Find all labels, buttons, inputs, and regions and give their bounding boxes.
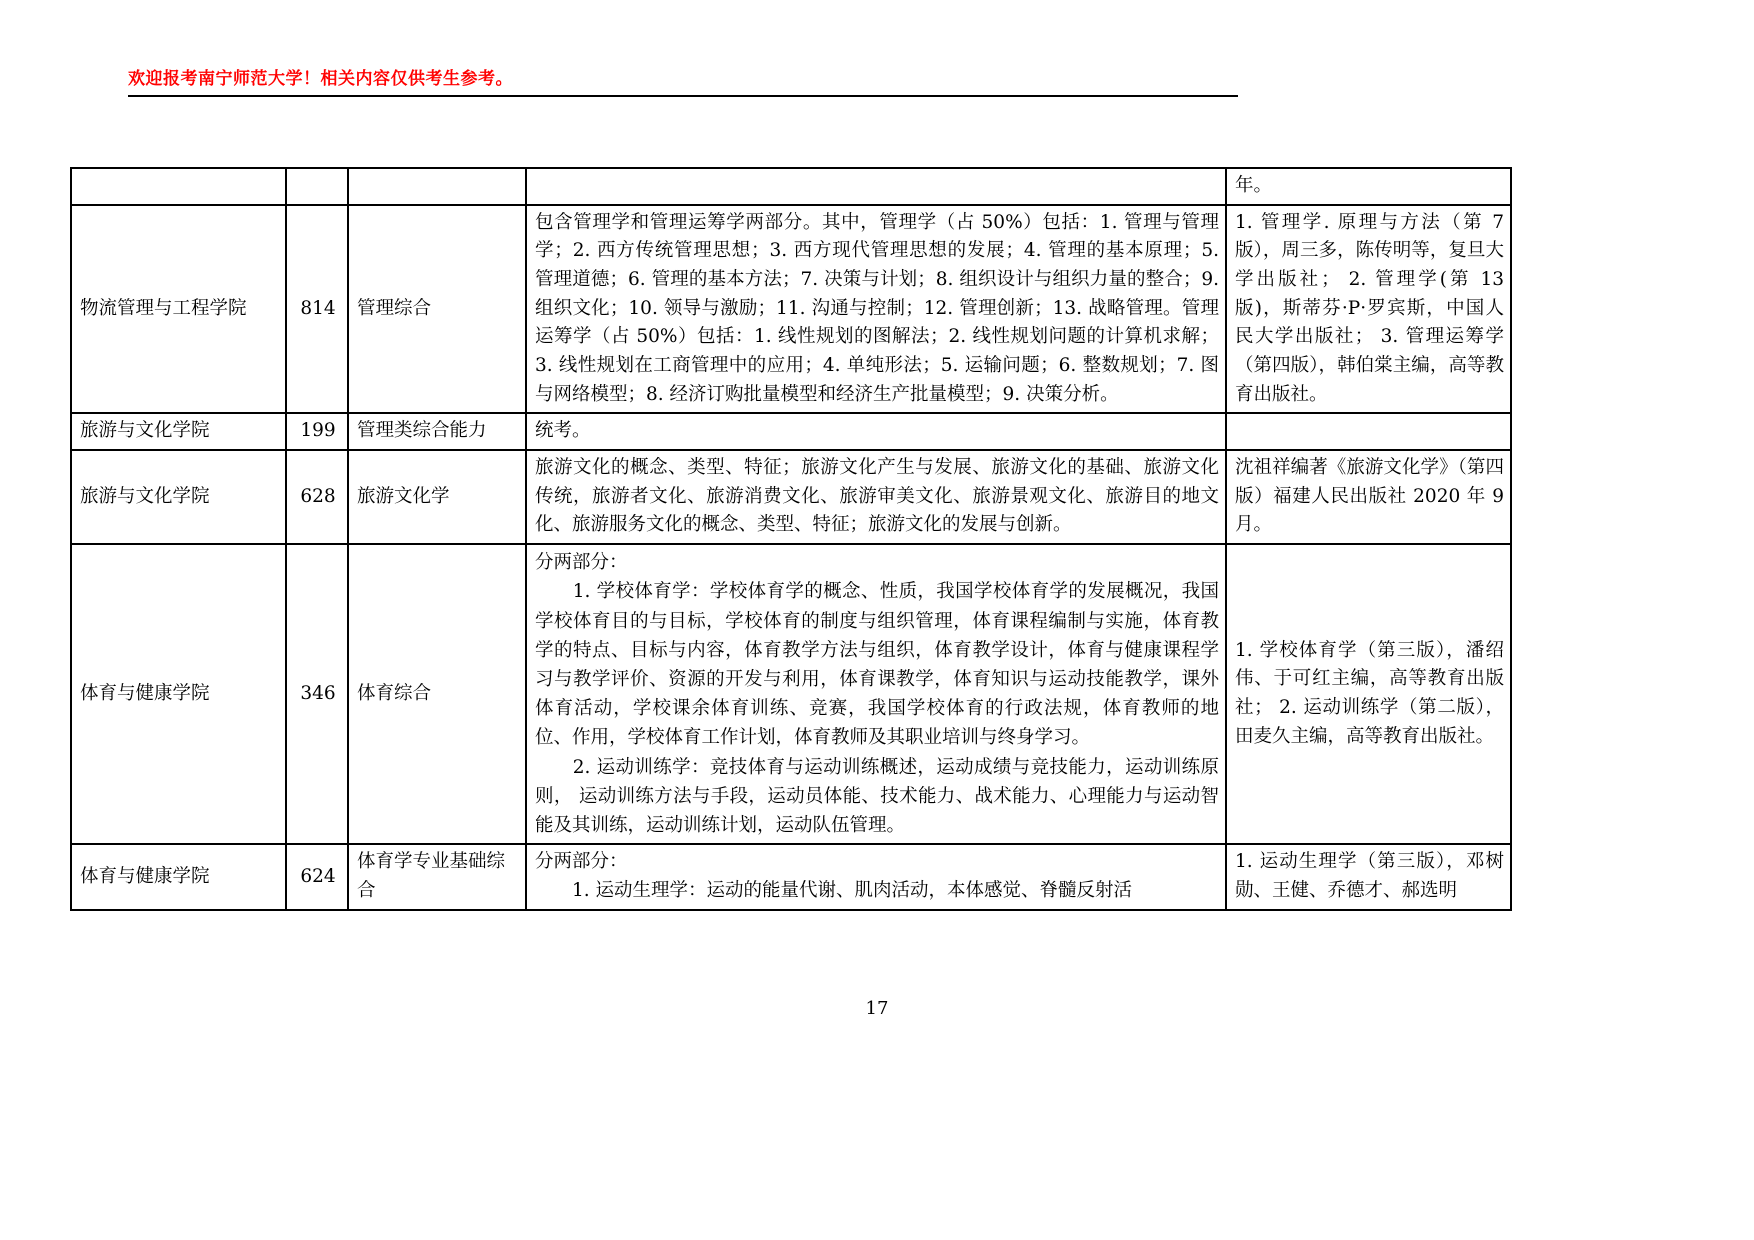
cell-refs: 1. 管理学. 原理与方法（第 7 版），周三多，陈传明等，复旦大学出版社； 2. 管理学(第 13 版)，斯蒂芬·P·罗宾斯，中国人民大学出版社； 3. 管理运筹学（第四版），韩伯棠主编，高等教育出版社。 (1226, 205, 1511, 414)
content-line: 1. 运动生理学：运动的能量代谢、肌肉活动，本体感觉、脊髓反射活 (535, 879, 1133, 901)
table-row (71, 413, 1511, 450)
page-header (128, 68, 1238, 97)
cell-content-continued (526, 168, 1226, 205)
table-row (71, 205, 1511, 414)
cell-subject-continued (348, 168, 526, 205)
page-number: 17 (865, 998, 889, 1019)
cell-content (526, 844, 1226, 909)
cell-refs: 1. 运动生理学（第三版），邓树勋、王健、乔德才、郝选明 (1226, 844, 1511, 909)
cell-subject: 体育学专业基础综合 (348, 844, 526, 909)
cell-subject: 旅游文化学 (348, 450, 526, 544)
cell-college-continued (71, 168, 286, 205)
cell-college: 旅游与文化学院 (71, 450, 286, 544)
cell-subject: 体育综合 (348, 544, 526, 844)
header-divider (128, 95, 1238, 97)
cell-code: 346 (286, 544, 348, 844)
cell-refs-continued: 年。 (1226, 168, 1511, 205)
table-row-continuation (71, 168, 1511, 205)
content-line: 2. 运动训练学：竞技体育与运动训练概述，运动成绩与竞技能力，运动训练原则， 运动训练方法与手段，运动员体能、技术能力、战术能力、心理能力与运动智能及其训练，运动训练计划，运动队伍管理。 (535, 756, 1219, 837)
content-line: 分两部分： (535, 552, 628, 574)
cell-subject: 管理类综合能力 (348, 413, 526, 450)
table-row (71, 844, 1511, 909)
cell-content (526, 544, 1226, 844)
cell-content: 统考。 (526, 413, 1226, 450)
content-line: 1. 学校体育学：学校体育学的概念、性质，我国学校体育学的发展概况，我国学校体育目的与目标，学校体育的制度与组织管理，体育课程编制与实施，体育教学的特点、目标与内容，体育教学方法与组织，体育教学设计，体育与健康课程学习与教学评价、资源的开发与利用，体育课教学，体育知识与运动技能教学，课外体育活动，学校课余体育训练、竞赛，我国学校体育的行政法规，体育教师的地位、作用，学校体育工作计划，体育教师及其职业培训与终身学习。 (535, 581, 1219, 749)
cell-college: 物流管理与工程学院 (71, 205, 286, 414)
cell-content: 旅游文化的概念、类型、特征；旅游文化产生与发展、旅游文化的基础、旅游文化传统，旅游者文化、旅游消费文化、旅游审美文化、旅游景观文化、旅游目的地文化、旅游服务文化的概念、类型、特征；旅游文化的发展与创新。 (526, 450, 1226, 544)
table-row (71, 450, 1511, 544)
cell-college: 体育与健康学院 (71, 844, 286, 909)
cell-refs: 沈祖祥编著《旅游文化学》（第四版）福建人民出版社 2020 年 9 月。 (1226, 450, 1511, 544)
cell-code: 814 (286, 205, 348, 414)
cell-code: 624 (286, 844, 348, 909)
cell-refs (1226, 413, 1511, 450)
cell-subject: 管理综合 (348, 205, 526, 414)
exam-subjects-table-wrapper (70, 167, 1510, 911)
exam-subjects-table (70, 167, 1512, 911)
cell-code-continued (286, 168, 348, 205)
cell-college: 体育与健康学院 (71, 544, 286, 844)
cell-code: 628 (286, 450, 348, 544)
cell-code: 199 (286, 413, 348, 450)
cell-college: 旅游与文化学院 (71, 413, 286, 450)
header-notice-text: 欢迎报考南宁师范大学！相关内容仅供考生参考。 (128, 69, 513, 89)
cell-content: 包含管理学和管理运筹学两部分。其中，管理学（占 50%）包括：1. 管理与管理学；2. 西方传统管理思想；3. 西方现代管理思想的发展；4. 管理的基本原理；5. 管理道德；6. 管理的基本方法；7. 决策与计划；8. 组织设计与组织力量的整合；9. 组织文化；10. 领导与激励；11. 沟通与控制；12. 管理创新；13. 战略管理。管理运筹学（占 50%）包括：1. 线性规划的图解法；2. 线性规划问题的计算机求解；3. 线性规划在工商管理中的应用；4. 单纯形法；5. 运输问题；6. 整数规划；7. 图与网络模型；8. 经济订购批量模型和经济生产批量模型；9. 决策分析。 (526, 205, 1226, 414)
table-row (71, 544, 1511, 844)
cell-refs: 1. 学校体育学（第三版），潘绍伟、于可红主编，高等教育出版社； 2. 运动训练学（第二版），田麦久主编，高等教育出版社。 (1226, 544, 1511, 844)
content-line: 分两部分： (535, 851, 628, 873)
